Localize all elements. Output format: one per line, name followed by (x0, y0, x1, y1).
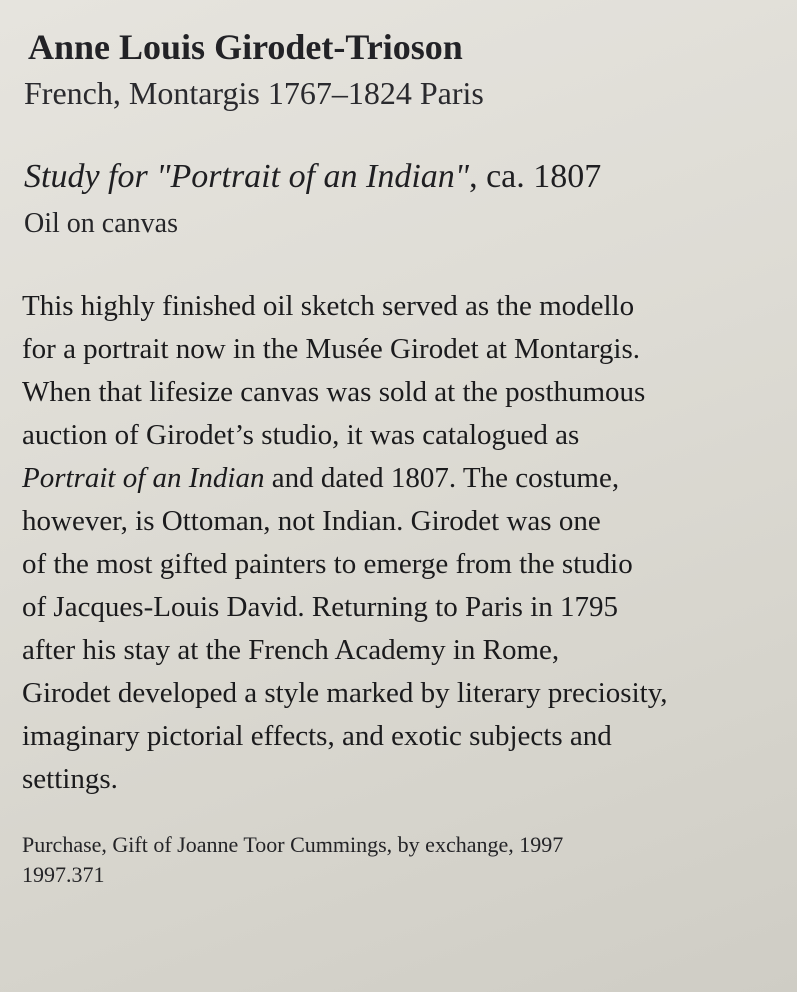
description-line: of Jacques-Louis David. Returning to Paris in 1795 (22, 591, 619, 623)
accession-number: 1997.371 (22, 862, 105, 887)
description-line: however, is Ottoman, not Indian. Girodet was one (22, 505, 601, 537)
artwork-medium: Oil on canvas (24, 208, 178, 239)
artist-nationality-dates: French, Montargis 1767–1824 Paris (24, 75, 484, 111)
description-line: for a portrait now in the Musée Girodet at Montargis. (22, 333, 640, 365)
description-line-rest: and dated 1807. The costume, (264, 462, 620, 494)
description-line (22, 462, 619, 495)
description-italic-title: Portrait of an Indian (22, 462, 265, 494)
artwork-title-italic: Study for "Portrait of an Indian" (24, 158, 470, 195)
description-line: When that lifesize canvas was sold at the posthumous (22, 376, 646, 408)
artwork-date: , ca. 1807 (469, 158, 602, 195)
description-line: Girodet developed a style marked by literary preciosity, (22, 677, 668, 709)
credit-line: Purchase, Gift of Joanne Toor Cummings, by exchange, 1997 (22, 832, 564, 857)
description-line: settings. (22, 763, 118, 795)
description-line: after his stay at the French Academy in Rome, (22, 634, 560, 666)
artist-name: Anne Louis Girodet-Trioson (28, 27, 463, 67)
description-line: of the most gifted painters to emerge from the studio (22, 548, 633, 580)
description-line: This highly finished oil sketch served as the modello (22, 290, 635, 322)
artwork-title (24, 158, 601, 196)
description-line: imaginary pictorial effects, and exotic subjects and (22, 720, 612, 752)
description-line: auction of Girodet’s studio, it was catalogued as (22, 419, 580, 451)
